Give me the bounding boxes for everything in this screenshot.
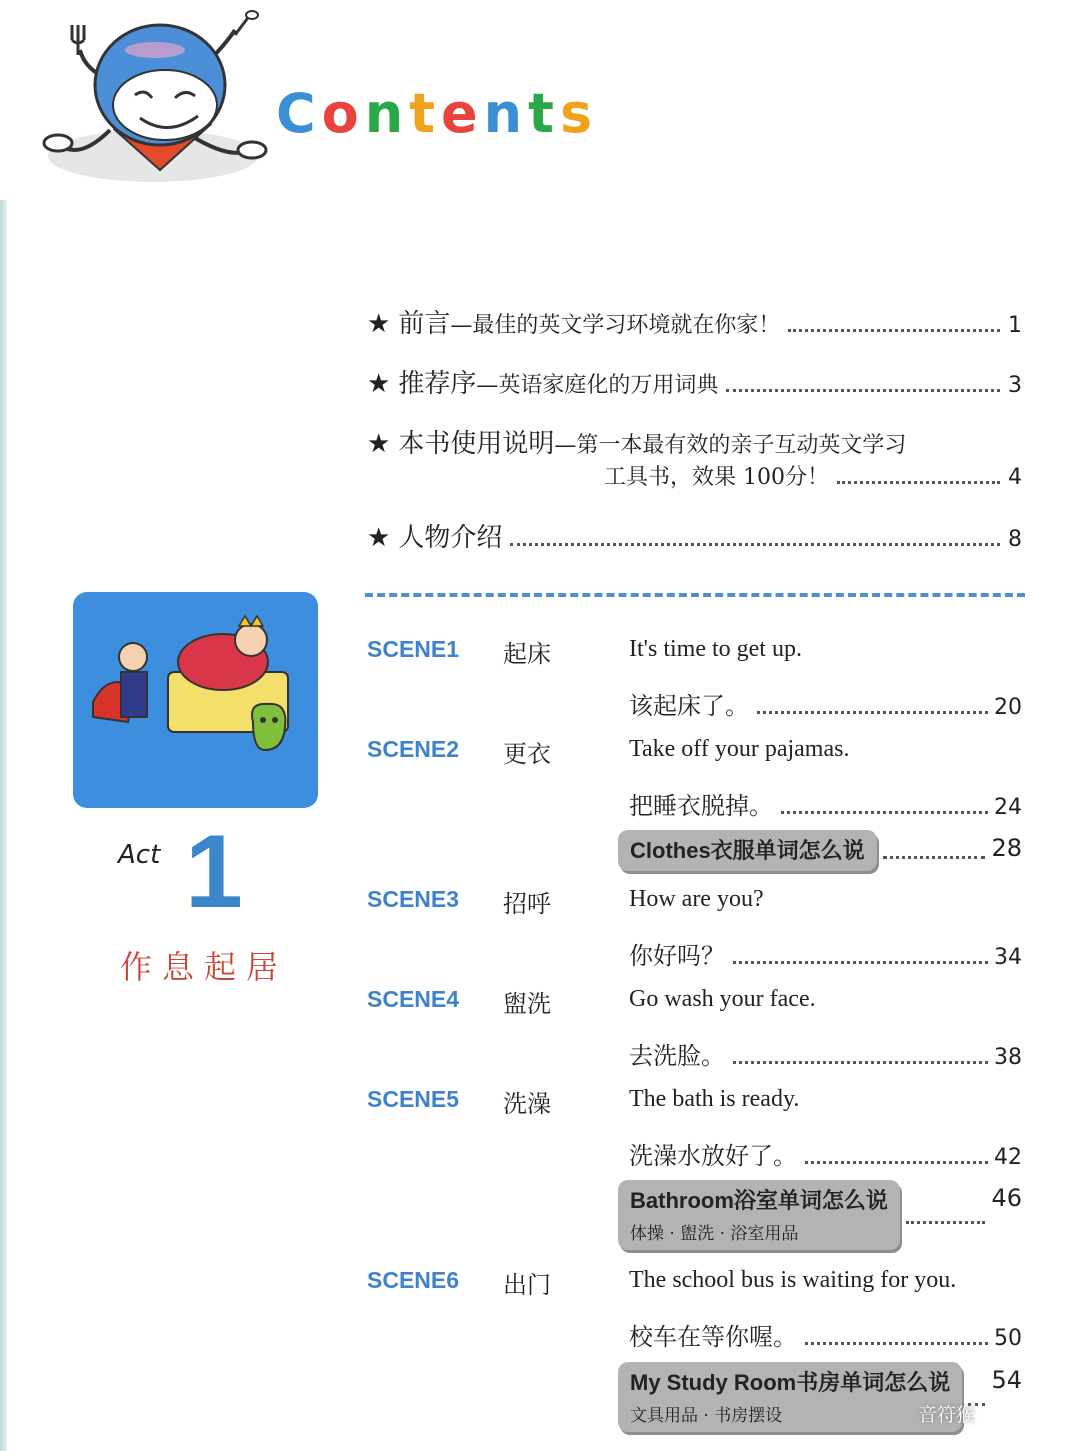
leader-dots [757, 711, 988, 714]
scene-english: Go wash your face. [629, 986, 816, 1012]
scene-topic: 起床 [503, 640, 551, 668]
vocab-entry-bathroom[interactable] [618, 1180, 1022, 1250]
scene-entry[interactable] [629, 936, 1022, 971]
vocab-title: Clothes衣服单词怎么说 [630, 838, 865, 863]
act-illustration [73, 592, 318, 808]
scene-entry[interactable] [629, 686, 1022, 721]
toc-entry-foreword[interactable] [367, 363, 1022, 400]
scene-label: SCENE6 [367, 1267, 460, 1293]
scene-label: SCENE3 [367, 886, 460, 912]
scene-entry[interactable] [629, 1317, 1022, 1352]
leader-dots [788, 329, 1000, 332]
page-number: 46 [991, 1184, 1022, 1212]
scene-chinese: 把睡衣脱掉。 [629, 792, 773, 820]
scene-english: How are you? [629, 886, 764, 912]
page-number: 24 [994, 795, 1022, 820]
page-number: 1 [1008, 313, 1022, 338]
scene-label: SCENE2 [367, 736, 460, 762]
scene-chinese: 校车在等你喔。 [629, 1323, 797, 1351]
act-scene-drawing [73, 592, 318, 808]
title-letter: s [559, 82, 599, 145]
vocab-entry-clothes[interactable] [618, 830, 1022, 871]
mascot-illustration [40, 10, 280, 190]
scene-english: The school bus is waiting for you. [629, 1267, 957, 1293]
toc-entry-preface[interactable] [367, 303, 1022, 340]
scene-chinese: 你好吗？ [629, 942, 725, 970]
leader-dots [837, 481, 1000, 484]
vocab-subtitle: 体操 · 盥洗 · 浴室用品 [630, 1224, 799, 1244]
section-divider [365, 593, 1025, 597]
entry-subtitle-cont: 工具书，效果 100分！ [604, 465, 829, 490]
act-name: 作息起居 [120, 948, 289, 986]
entry-heading: 推荐序 [398, 369, 477, 399]
scene-topic: 洗澡 [503, 1090, 551, 1118]
vocab-box [618, 1362, 962, 1432]
star-icon: ★ [367, 429, 391, 459]
act-number: 1 [185, 814, 243, 930]
vocab-subtitle: 文具用品 · 书房摆设 [630, 1406, 783, 1426]
page-number: 20 [994, 695, 1022, 720]
scene-label: SCENE5 [367, 1086, 460, 1112]
title-letter: n [364, 82, 410, 145]
scene-entry[interactable] [629, 1036, 1022, 1071]
vocab-box [618, 1180, 900, 1250]
scene-label: SCENE1 [367, 636, 460, 662]
star-icon: ★ [367, 309, 391, 339]
scene-chinese: 洗澡水放好了。 [629, 1142, 797, 1170]
scene-topic: 盥洗 [503, 990, 551, 1018]
leader-dots [510, 543, 1000, 546]
entry-subtitle: —英语家庭化的万用词典 [476, 373, 719, 398]
entry-heading: 本书使用说明 [398, 429, 555, 459]
scene-label: SCENE4 [367, 986, 460, 1012]
page-number: 4 [1008, 465, 1022, 490]
page-number: 8 [1008, 527, 1022, 552]
title-letter: t [409, 82, 442, 145]
page-number: 28 [991, 834, 1022, 862]
scene-topic: 出门 [503, 1271, 551, 1299]
scene-english: Take off your pajamas. [629, 736, 850, 762]
title-letter: C [276, 82, 322, 145]
page-number: 42 [994, 1145, 1022, 1170]
page-number: 34 [994, 945, 1022, 970]
title-letter: e [441, 82, 484, 145]
scene-entry[interactable] [629, 1136, 1022, 1171]
page-number: 50 [994, 1326, 1022, 1351]
title-letter: o [321, 82, 365, 145]
star-icon: ★ [367, 369, 391, 399]
page-number: 3 [1008, 373, 1022, 398]
leader-dots [805, 1161, 988, 1164]
entry-subtitle: —最佳的英文学习环境就在你家！ [450, 313, 781, 338]
title-letter: t [528, 82, 560, 145]
scene-topic: 更衣 [503, 740, 551, 768]
contents-title [276, 82, 598, 145]
toc-entry-usage-guide[interactable] [367, 423, 1022, 460]
scene-chinese: 去洗脸。 [629, 1042, 725, 1070]
leader-dots [781, 811, 988, 814]
entry-heading: 前言 [398, 309, 451, 339]
scene-english: It's time to get up. [629, 636, 802, 662]
leader-dots [733, 1061, 988, 1064]
entry-heading: 人物介绍 [398, 523, 503, 553]
scene-chinese: 该起床了。 [629, 692, 749, 720]
toc-entry-usage-guide-cont[interactable] [604, 460, 1022, 491]
leader-dots [733, 961, 988, 964]
watermark-text: 音符猴 [918, 1404, 976, 1426]
page-number: 38 [994, 1045, 1022, 1070]
leader-dots [883, 856, 986, 859]
scene-topic: 招呼 [503, 890, 551, 918]
leader-dots [906, 1221, 986, 1224]
entry-subtitle: —第一本最有效的亲子互动英文学习 [554, 433, 907, 458]
scene-entry[interactable] [629, 786, 1022, 821]
title-letter: n [483, 82, 529, 145]
vocab-title: My Study Room书房单词怎么说 [630, 1370, 951, 1395]
left-edge-band [0, 200, 7, 1451]
leader-dots [805, 1342, 988, 1345]
page-number: 54 [991, 1366, 1022, 1394]
scene-english: The bath is ready. [629, 1086, 800, 1112]
toc-entry-characters[interactable] [367, 517, 1022, 554]
vocab-box [618, 830, 877, 871]
vocab-title: Bathroom浴室单词怎么说 [630, 1188, 888, 1213]
star-icon: ★ [367, 523, 391, 553]
leader-dots [726, 389, 1000, 392]
act-word: Act [118, 840, 161, 870]
